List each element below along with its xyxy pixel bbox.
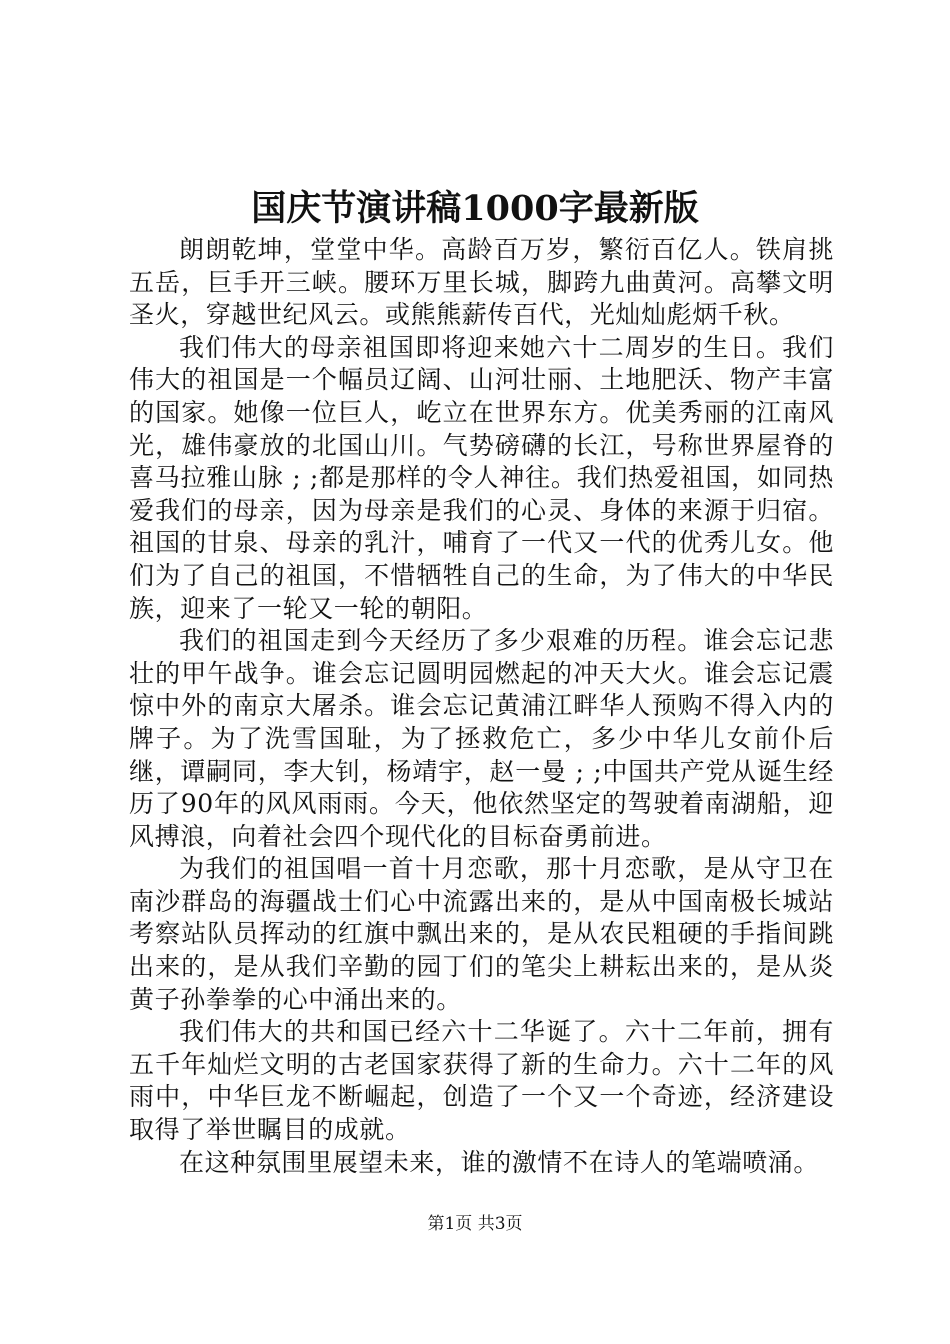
paragraph: 我们伟大的母亲祖国即将迎来她六十二周岁的生日。我们伟大的祖国是一个幅员辽阔、山河壮丽、土地肥沃、物产丰富的国家。她像一位巨人，屹立在世界东方。优美秀丽的江南风光，雄伟豪放的北国山川。气势磅礴的长江，号称世界屋脊的喜马拉雅山脉 ; ;都是那样的令人神往。我们热爱祖国，如同热爱我们的母亲，因为母亲是我们的心灵、身体的来源于归宿。祖国的甘泉、母亲的乳汁，哺育了一代又一代的优秀儿女。他们为了自己的祖国，不惜牺牲自己的生命，为了伟大的中华民族，迎来了一轮又一轮的朝阳。 <box>129 332 834 623</box>
paragraph: 朗朗乾坤，堂堂中华。高龄百万岁，繁衍百亿人。铁肩挑五岳，巨手开三峡。腰环万里长城，脚跨九曲黄河。高攀文明圣火，穿越世纪风云。或熊熊薪传百代，光灿灿彪炳千秋。 <box>129 235 834 330</box>
paragraph: 我们伟大的共和国已经六十二华诞了。六十二年前，拥有五千年灿烂文明的古老国家获得了新的生命力。六十二年的风雨中，中华巨龙不断崛起，创造了一个又一个奇迹，经济建设取得了举世瞩目的成就。 <box>129 1017 834 1145</box>
paragraph: 在这种氛围里展望未来，谁的激情不在诗人的笔端喷涌。 <box>179 1147 820 1177</box>
document-body <box>129 234 834 1179</box>
page-footer: 第1页 共3页 <box>427 1214 523 1234</box>
paragraph: 我们的祖国走到今天经历了多少艰难的历程。谁会忘记悲壮的甲午战争。谁会忘记圆明园燃起的冲天大火。谁会忘记震惊中外的南京大屠杀。谁会忘记黄浦江畔华人预购不得入内的牌子。为了洗雪国耻，为了拯救危亡，多少中华儿女前仆后继，谭嗣同，李大钊，杨靖宇，赵一曼 ; ;中国共产党从诞生经历了90年的风风雨雨。今天，他依然坚定的驾驶着南湖船，迎风搏浪，向着社会四个现代化的目标奋勇前进。 <box>129 626 834 851</box>
document-title: 国庆节演讲稿1000字最新版 <box>251 188 699 229</box>
paragraph: 为我们的祖国唱一首十月恋歌，那十月恋歌，是从守卫在南沙群岛的海疆战士们心中流露出来的，是从中国南极长城站考察站队员挥动的红旗中飘出来的，是从农民粗硬的手指间跳出来的，是从我们辛勤的园丁们的笔尖上耕耘出来的，是从炎黄子孙拳拳的心中涌出来的。 <box>129 854 834 1014</box>
